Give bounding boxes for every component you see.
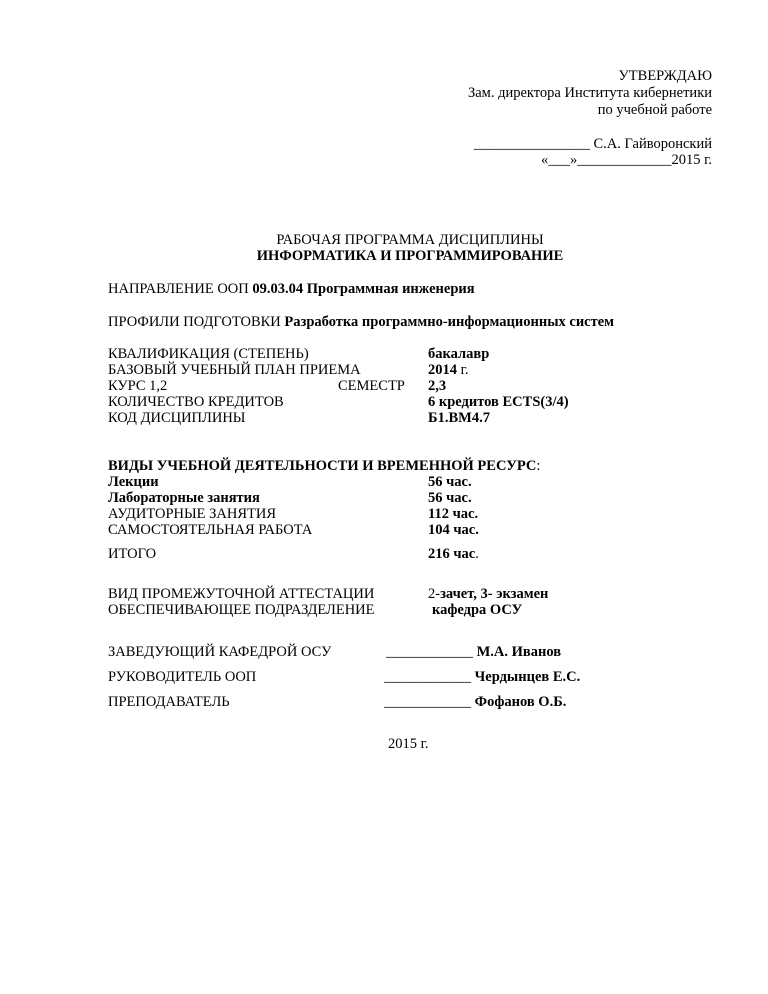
signature-line: ____________ bbox=[384, 669, 471, 685]
teacher-label: ПРЕПОДАВАТЕЛЬ bbox=[108, 694, 230, 710]
program-leader-name: Чердынцев Е.С. bbox=[474, 669, 581, 685]
department-label: ОБЕСПЕЧИВАЮЩЕЕ ПОДРАЗДЕЛЕНИЕ bbox=[108, 602, 375, 618]
footer-year: 2015 г. bbox=[388, 736, 429, 752]
direction-label: НАПРАВЛЕНИЕ ООП bbox=[108, 281, 249, 297]
direction-row bbox=[108, 281, 475, 298]
teacher-name: Фофанов О.Б. bbox=[474, 694, 567, 710]
code-value: Б1.ВМ4.7 bbox=[428, 410, 490, 426]
signature-line: ____________ bbox=[386, 644, 473, 660]
qualification-label: КВАЛИФИКАЦИЯ (СТЕПЕНЬ) bbox=[108, 346, 309, 362]
approver-position-line1: Зам. директора Института кибернетики bbox=[467, 85, 712, 101]
teacher-signature bbox=[384, 694, 566, 711]
program-leader-signature bbox=[384, 669, 580, 686]
total-value: 216 час bbox=[428, 546, 476, 562]
classroom-value: 112 час. bbox=[428, 506, 479, 522]
labs-value: 56 час. bbox=[428, 490, 472, 506]
lectures-value: 56 час. bbox=[428, 474, 472, 490]
semester-value: 2,3 bbox=[428, 378, 447, 394]
credits-value: 6 кредитов ECTS(3/4) bbox=[428, 394, 569, 410]
qualification-value: бакалавр bbox=[428, 346, 490, 362]
attestation-label: ВИД ПРОМЕЖУТОЧНОЙ АТТЕСТАЦИИ bbox=[108, 586, 375, 602]
approver-position-line2: по учебной работе bbox=[597, 102, 712, 118]
activities-heading-row bbox=[108, 458, 540, 475]
department-value: кафедра ОСУ bbox=[432, 602, 523, 618]
attestation-value: зачет, 3- экзамен bbox=[440, 586, 549, 602]
attestation-value-row bbox=[428, 586, 548, 603]
self-study-value: 104 час. bbox=[428, 522, 479, 538]
total-value-row bbox=[428, 546, 479, 563]
plan-value-row bbox=[428, 362, 469, 379]
profiles-value: Разработка программно-информационных систем bbox=[284, 314, 615, 330]
activities-heading-suffix: : bbox=[536, 458, 541, 474]
document-title-line1: РАБОЧАЯ ПРОГРАММА ДИСЦИПЛИНЫ bbox=[276, 232, 544, 248]
head-of-department-label: ЗАВЕДУЮЩИЙ КАФЕДРОЙ ОСУ bbox=[108, 644, 332, 660]
self-study-label: САМОСТОЯТЕЛЬНАЯ РАБОТА bbox=[108, 522, 313, 538]
course-label: КУРС 1,2 bbox=[108, 378, 168, 394]
total-suffix: . bbox=[475, 546, 479, 562]
credits-label: КОЛИЧЕСТВО КРЕДИТОВ bbox=[108, 394, 284, 410]
plan-suffix: г. bbox=[457, 362, 469, 378]
code-label: КОД ДИСЦИПЛИНЫ bbox=[108, 410, 246, 426]
direction-value: 09.03.04 Программная инженерия bbox=[252, 281, 475, 297]
labs-label: Лабораторные занятия bbox=[108, 490, 260, 506]
classroom-label: АУДИТОРНЫЕ ЗАНЯТИЯ bbox=[108, 506, 277, 522]
plan-label: БАЗОВЫЙ УЧЕБНЫЙ ПЛАН ПРИЕМА bbox=[108, 362, 361, 378]
total-label: ИТОГО bbox=[108, 546, 157, 562]
plan-value: 2014 bbox=[428, 362, 457, 378]
profiles-label: ПРОФИЛИ ПОДГОТОВКИ bbox=[108, 314, 281, 330]
profiles-row bbox=[108, 314, 614, 331]
semester-label: СЕМЕСТР bbox=[338, 378, 405, 394]
activities-heading: ВИДЫ УЧЕБНОЙ ДЕЯТЕЛЬНОСТИ И ВРЕМЕННОЙ РЕСУРС bbox=[108, 458, 537, 474]
head-of-department-name: М.А. Иванов bbox=[476, 644, 562, 660]
document-title-line2: ИНФОРМАТИКА И ПРОГРАММИРОВАНИЕ bbox=[256, 248, 564, 264]
head-of-department-signature bbox=[386, 644, 561, 661]
lectures-label: Лекции bbox=[108, 474, 159, 490]
signature-line: ____________ bbox=[384, 694, 471, 710]
attestation-prefix: 2- bbox=[428, 586, 441, 602]
approve-heading: УТВЕРЖДАЮ bbox=[618, 68, 712, 84]
approval-date-line: «___»_____________2015 г. bbox=[540, 152, 712, 168]
approver-signature-line: ________________ С.А. Гайворонский bbox=[473, 136, 712, 152]
program-leader-label: РУКОВОДИТЕЛЬ ООП bbox=[108, 669, 257, 685]
